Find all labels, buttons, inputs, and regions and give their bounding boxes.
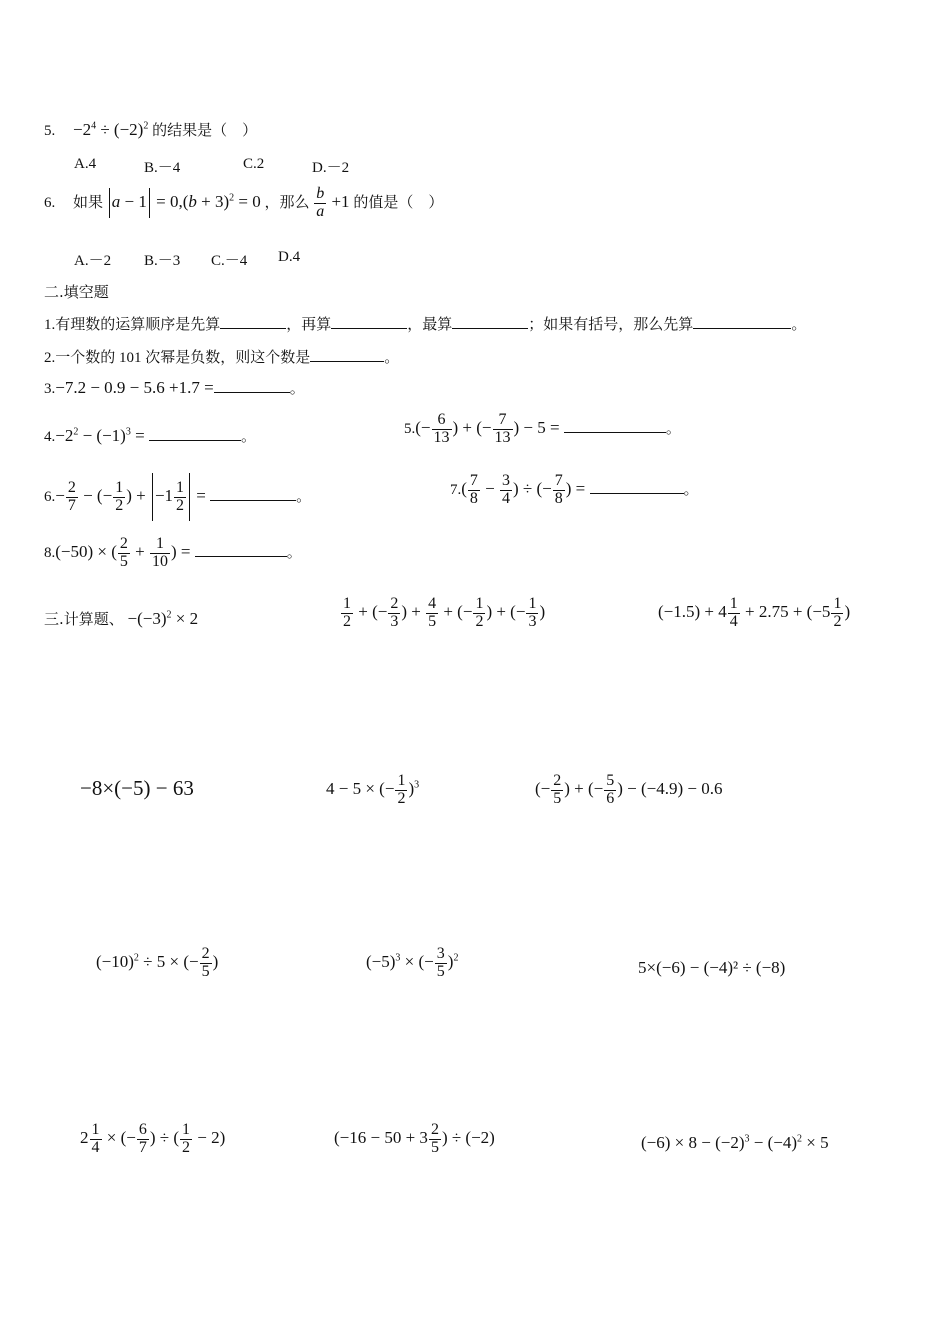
answer-blank[interactable] <box>452 314 528 329</box>
calc-2: $\frac{1}{2}$ + (− $\frac{2}{3}$ ) + $\frac{4}{5}$ + (− $\frac{1}{2}$ ) + (− $\frac{1}{3}$ ) <box>343 595 546 630</box>
q6-option-d: D.4 <box>278 249 301 265</box>
fill-7 <box>450 473 699 508</box>
answer-blank[interactable] <box>220 314 286 329</box>
answer-blank[interactable] <box>331 314 407 329</box>
q5-expression: $-2^4 \div (-2)^2$ <box>73 120 149 139</box>
q5-option-b: B.－4 <box>144 160 181 176</box>
calc-9: 5×(−6) − (−4)² ÷ (−8) <box>638 958 786 977</box>
calc-8: $(-5)^3$ × (− $\frac{3}{5}$ )$^2$ <box>366 945 459 980</box>
fill-4 <box>44 425 256 446</box>
fill-2-end: 。 <box>384 350 400 366</box>
q5-suffix: 的结果是（ ） <box>152 123 258 139</box>
answer-blank[interactable] <box>149 426 241 441</box>
calc-10: 2 $\frac{1}{4}$ × (− $\frac{6}{7}$ ) ÷ ( $\frac{1}{2}$ − 2) <box>80 1121 226 1156</box>
answer-blank[interactable] <box>564 418 666 433</box>
fill-2-text: 2.一个数的 101 次幂是负数，则这个数是 <box>44 350 311 366</box>
fill-3-end: 。 <box>289 381 305 397</box>
fill-5-expression: (− $\frac{6}{13}$ ) + (− $\frac{7}{13}$ ) − 5 = <box>415 411 564 446</box>
q6-line <box>44 186 443 221</box>
fill-7-end: 。 <box>683 482 699 499</box>
section-2-title: 二.填空题 <box>44 283 109 301</box>
q6-option-c: C.－4 <box>211 253 248 269</box>
fill-5 <box>404 412 681 447</box>
q6-condition: $a - 1 = 0,(b + 3)^2 = 0$ <box>107 192 261 211</box>
calc-1: $-(-3)^2 \times 2$ <box>127 609 199 628</box>
calc-11: (−16 − 50 + 3 $\frac{2}{5}$ ) ÷ (−2) <box>334 1121 495 1156</box>
answer-blank[interactable] <box>693 314 791 329</box>
answer-blank[interactable] <box>310 347 384 362</box>
fill-6-number: 6. <box>44 488 56 505</box>
q5-option-c: C.2 <box>243 156 265 172</box>
fill-7-number: 7. <box>450 482 462 499</box>
fill-1 <box>44 313 806 334</box>
answer-blank[interactable] <box>214 378 290 393</box>
calc-12: $(-6) \times 8 - (-2)^3 - (-4)^2 \times 5$ <box>641 1133 829 1152</box>
q6-mid: ，那么 <box>264 195 310 212</box>
q5-option-a: A.4 <box>74 156 97 172</box>
q6-option-b: B.－3 <box>144 253 181 269</box>
answer-blank[interactable] <box>195 542 287 557</box>
q5-number: 5. <box>44 123 56 139</box>
answer-blank[interactable] <box>210 486 296 501</box>
fill-2 <box>44 346 399 367</box>
fill-8-expression: (−50) × ( $\frac{2}{5}$ + $\frac{1}{10}$ ) = <box>55 535 195 570</box>
calc-7: $(-10)^2 \div 5$ × (− $\frac{2}{5}$ ) <box>96 945 219 980</box>
fill-1-text-a: 1.有理数的运算顺序是先算 <box>44 317 221 333</box>
q6-option-a: A.－2 <box>74 253 112 269</box>
fill-5-number: 5. <box>404 421 416 438</box>
fill-4-number: 4. <box>44 429 56 445</box>
fill-3-expression: −7.2 − 0.9 − 5.6 +1.7 = <box>55 378 214 397</box>
fill-1-text-c: ，最算 <box>407 317 453 333</box>
fill-7-expression: ( $\frac{7}{8}$ − $\frac{3}{4}$ ) ÷ (− $\frac{7}{8}$ ) = <box>461 472 590 507</box>
fill-3 <box>44 377 305 398</box>
calc-6: (− $\frac{2}{5}$ ) + (− $\frac{5}{6}$ ) − (−4.9) − 0.6 <box>535 772 723 807</box>
fill-4-expression: $-2^2 - (-1)^3$ = <box>55 426 149 445</box>
fill-3-number: 3. <box>44 381 56 397</box>
q5-line <box>44 119 257 140</box>
answer-blank[interactable] <box>590 479 684 494</box>
fill-8-number: 8. <box>44 545 56 562</box>
fill-4-end: 。 <box>240 429 256 445</box>
fill-8-end: 。 <box>286 545 302 562</box>
calc-5: 4 − 5 × (− $\frac{1}{2}$ )$^3$ <box>326 772 420 807</box>
fill-5-end: 。 <box>665 421 681 438</box>
fill-1-text-b: ，再算 <box>286 317 332 333</box>
q5-option-d: D.－2 <box>312 160 350 176</box>
q6-prefix: 如果 <box>73 195 104 212</box>
fill-8 <box>44 536 302 571</box>
fill-1-end: 。 <box>791 317 807 333</box>
calc-4: −8×(−5) − 63 <box>80 776 194 800</box>
section-3-title: 三.计算题、 <box>44 610 124 628</box>
q6-suffix: 的值是（ ） <box>353 195 444 212</box>
calc-3: (−1.5) + 4 $\frac{1}{4}$ + 2.75 + (−5 $\frac{1}{2}$ ) <box>658 595 851 630</box>
fill-6-end: 。 <box>296 488 312 505</box>
fill-6-expression: − $\frac{2}{7}$ − (− $\frac{1}{2}$ ) + −1 $\frac{1}{2}$ = <box>55 486 210 505</box>
q6-number: 6. <box>44 195 56 212</box>
q6-fraction-expr: $\frac{b}{a}$ +1 <box>316 185 350 220</box>
fill-6 <box>44 473 311 521</box>
section-3-header <box>44 608 198 629</box>
fill-1-text-d: ；如果有括号，那么先算 <box>528 317 694 333</box>
